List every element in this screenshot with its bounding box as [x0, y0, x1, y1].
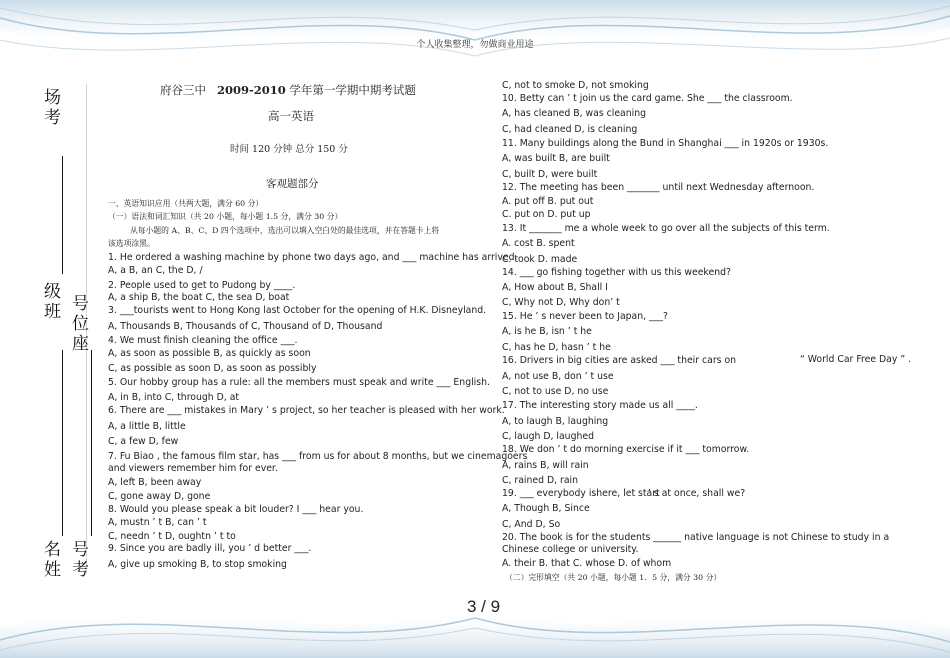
question-line: C. put on D. put up: [502, 209, 591, 220]
question-line: A, to laugh B, laughing: [502, 416, 609, 427]
watermark-text: 个人收集整理，勿做商业用途: [416, 40, 534, 50]
subject-title: 高一英语: [268, 109, 314, 123]
label-class: 级 班: [44, 282, 61, 322]
question-line: C. took D. made: [502, 254, 578, 265]
question-line: A, How about B, Shall I: [502, 282, 608, 293]
instruction-line: 从每小题的 A、B、C、D 四个选项中，选出可以填入空白处的最佳选项，并在答题卡上将: [130, 226, 440, 235]
question-line: A. cost B. spent: [502, 238, 575, 249]
question-line: C, has he D, hasn ’ t he: [502, 342, 611, 353]
label-exam-number: 号 考: [72, 540, 89, 580]
question-line: 19. ___ everybody ishere, let start: [502, 488, 660, 499]
time-info: 时间 120 分钟 总分 150 分: [230, 144, 348, 155]
question-line: 16. Drivers in big cities are asked ___ their cars on: [502, 355, 737, 366]
question-line: 9. Since you are badly ill, you ’ d better ___.: [108, 543, 312, 554]
question-line: A, Thousands B, Thousands of C, Thousand of D, Thousand: [108, 321, 383, 332]
question-line: A, Though B, Since: [502, 503, 590, 514]
question-line: C, needn ’ t D, oughtn ’ t to: [108, 531, 236, 542]
section-title: 客观题部分: [266, 178, 319, 190]
label-name: 名 姓: [44, 540, 61, 580]
question-line: C, rained D, rain: [502, 475, 579, 486]
question-line: C, Why not D, Why don’ t: [502, 297, 620, 308]
question-line: A. put off B. put out: [502, 196, 594, 207]
seat-fill-line: [91, 350, 92, 536]
question-line: C, not to use D, no use: [502, 386, 609, 397]
question-line: 14. ___ go fishing together with us this weekend?: [502, 267, 731, 278]
top-decoration: [0, 0, 950, 70]
subpart-heading: （一）语法和词汇知识（共 20 小题，每小题 1.5 分，满分 30 分）: [108, 212, 343, 221]
question-line: A. their B. that C. whose D. of whom: [502, 558, 672, 569]
question-line: Chinese college or university.: [502, 544, 639, 555]
question-line: C, built D, were built: [502, 169, 598, 180]
question-line: 2. People used to get to Pudong by ____.: [108, 280, 296, 291]
part-heading: 一、英语知识应用（共两大题，满分 60 分）: [108, 199, 264, 208]
label-seat: 号 位 座: [72, 294, 89, 354]
venue-fill-line: [62, 156, 63, 274]
question-line: 15. He ’ s never been to Japan, ___?: [502, 311, 668, 322]
question-line: A, a B, an C, the D, /: [108, 265, 203, 276]
question-line: C, had cleaned D, is cleaning: [502, 124, 638, 135]
question-line: A, has cleaned B, was cleaning: [502, 108, 647, 119]
question-line: C, gone away D, gone: [108, 491, 211, 502]
question-line: 3. ___tourists went to Hong Kong last October for the opening of H.K. Disneyland.: [108, 305, 487, 316]
question-line: 6. There are ___ mistakes in Mary ’ s project, so her teacher is pleased with her work.: [108, 405, 505, 416]
question-line: 18. We don ’ t do morning exercise if it ___ tomorrow.: [502, 444, 750, 455]
question-line: A, rains B, will rain: [502, 460, 589, 471]
question-line: A, give up smoking B, to stop smoking: [108, 559, 287, 570]
question-line: 17. The interesting story made us all ____.: [502, 400, 698, 411]
page-number: 3 / 9: [467, 597, 501, 616]
question-line: C, not to smoke D, not smoking: [502, 80, 649, 91]
question-line: A, as soon as possible B, as quickly as soon: [108, 348, 311, 359]
label-venue: 场 考: [44, 88, 61, 128]
question-line: 20. The book is for the students ______ native language is not Chinese to study in a: [502, 532, 890, 543]
question-line: 13. It _______ me a whole week to go over all the subjects of this term.: [502, 223, 830, 234]
question-line: A, left B, been away: [108, 477, 202, 488]
question-line: A, in B, into C, through D, at: [108, 392, 240, 403]
instruction-line: 该选项涂黑。: [108, 239, 155, 248]
question-line: A, a little B, little: [108, 421, 186, 432]
question-line: 5. Our hobby group has a rule: all the members must speak and write ___ English.: [108, 377, 490, 388]
exam-title: 府谷三中 2009-2010 学年第一学期中期考试题: [160, 83, 416, 97]
question-line: A, mustn ’ t B, can ’ t: [108, 517, 207, 528]
question-line: A, a ship B, the boat C, the sea D, boat: [108, 292, 290, 303]
question-line: 1. He ordered a washing machine by phone two days ago, and ___ machine has arrived.: [108, 252, 518, 263]
question-line: C, a few D, few: [108, 436, 179, 447]
question-line: C, And D, So: [502, 519, 561, 530]
question-line: A, is he B, isn ’ t he: [502, 326, 592, 337]
question-line: 12. The meeting has been _______ until next Wednesday afternoon.: [502, 182, 815, 193]
class-fill-line: [62, 350, 63, 536]
question-line: and viewers remember him for ever.: [108, 463, 278, 474]
question-line: C, laugh D, laughed: [502, 431, 594, 442]
question-line: 7. Fu Biao , the famous film star, has ___ from us for about 8 months, but we cinemagoers: [108, 451, 528, 462]
quote-text: “ World Car Free Day ” .: [800, 354, 912, 365]
question-line: A, was built B, are built: [502, 153, 610, 164]
subpart-heading: （二）完形填空（共 20 小题，每小题 1．5 分，满分 30 分）: [505, 573, 722, 582]
question-line: A, not use B, don ’ t use: [502, 371, 614, 382]
question-line: 10. Betty can ’ t join us the card game. She ___ the classroom.: [502, 93, 793, 104]
question-line: 8. Would you please speak a bit louder? I ___ hear you.: [108, 504, 364, 515]
question-line: 4. We must finish cleaning the office ___.: [108, 335, 298, 346]
question-line: C, as possible as soon D, as soon as possibly: [108, 363, 317, 374]
decoration-graphic: [0, 0, 950, 70]
question-line: 11. Many buildings along the Bund in Shanghai ___ in 1920s or 1930s.: [502, 138, 829, 149]
question-text: ’ s at once, shall we?: [648, 488, 746, 499]
